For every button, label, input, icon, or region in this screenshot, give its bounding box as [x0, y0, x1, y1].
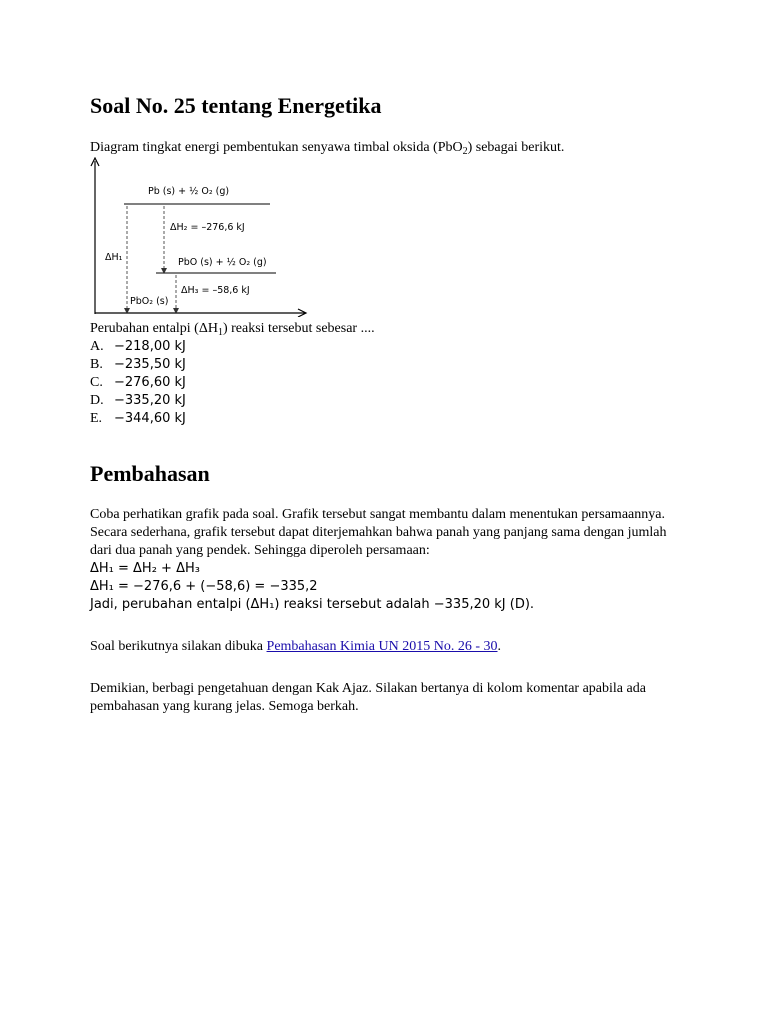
level-top-label: Pb (s) + ½ O₂ (g) [148, 186, 230, 197]
next-text-after: . [497, 639, 501, 654]
option-letter: E. [90, 411, 103, 426]
closing-paragraph: Demikian, berbagi pengetahuan dengan Kak Ajaz. Silakan bertanya di kolom komentar apabila ada pembahasan yang kurang jelas. Semoga berkah. [90, 681, 646, 714]
option-a [90, 338, 186, 356]
next-text-before: Soal berikutnya silakan dibuka [90, 639, 267, 654]
option-e [90, 410, 186, 428]
conclusion-text: Jadi, perubahan entalpi (ΔH₁) reaksi tersebut adalah −335,20 kJ (D). [90, 597, 535, 612]
discussion-heading: Pembahasan [90, 461, 210, 486]
intro-text-after: ) sebagai berikut. [467, 140, 565, 155]
question-text-after: ) reaksi tersebut sebesar .... [222, 321, 375, 336]
dh3-label: ΔH₃ = –58,6 kJ [181, 285, 250, 296]
question-subscript: 1 [217, 327, 223, 338]
discussion-paragraph: Coba perhatikan grafik pada soal. Grafik tersebut sangat membantu dalam menentukan persamaannya. Secara sederhana, grafik tersebut dapat diterjemahkan bahwa panah yang panjang sama dengan jumlah dari dua panah yang pendek. Sehingga diperoleh persamaan: [90, 507, 667, 558]
option-d [90, 392, 186, 410]
option-value: −218,00 kJ [114, 339, 186, 354]
level-bottom-label: PbO₂ (s) [130, 296, 169, 307]
next-question-text [90, 638, 501, 656]
intro-subscript: 2 [462, 146, 468, 157]
option-value: −344,60 kJ [114, 411, 186, 426]
equation-1: ΔH₁ = ΔH₂ + ΔH₃ [90, 561, 200, 576]
intro-text-before: Diagram tingkat energi pembentukan senyawa timbal oksida (PbO [90, 140, 463, 155]
level-mid-label: PbO (s) + ½ O₂ (g) [178, 257, 267, 268]
page-title: Soal No. 25 tentang Energetika [90, 93, 382, 118]
option-letter: A. [90, 339, 104, 354]
equation-2: ΔH₁ = −276,6 + (−58,6) = −335,2 [90, 579, 318, 594]
option-letter: B. [90, 357, 103, 372]
next-question-link[interactable]: Pembahasan Kimia UN 2015 No. 26 - 30 [266, 639, 498, 654]
option-b [90, 356, 186, 374]
question-text-before: Perubahan entalpi (ΔH [90, 321, 218, 336]
option-letter: D. [90, 393, 104, 408]
dh1-label: ΔH₁ [105, 252, 123, 263]
option-value: −276,60 kJ [114, 375, 186, 390]
option-letter: C. [90, 375, 103, 390]
dh2-label: ΔH₂ = –276,6 kJ [170, 222, 245, 233]
option-c [90, 374, 186, 392]
option-value: −235,50 kJ [114, 357, 186, 372]
option-value: −335,20 kJ [114, 393, 186, 408]
energy-level-diagram [90, 157, 310, 317]
